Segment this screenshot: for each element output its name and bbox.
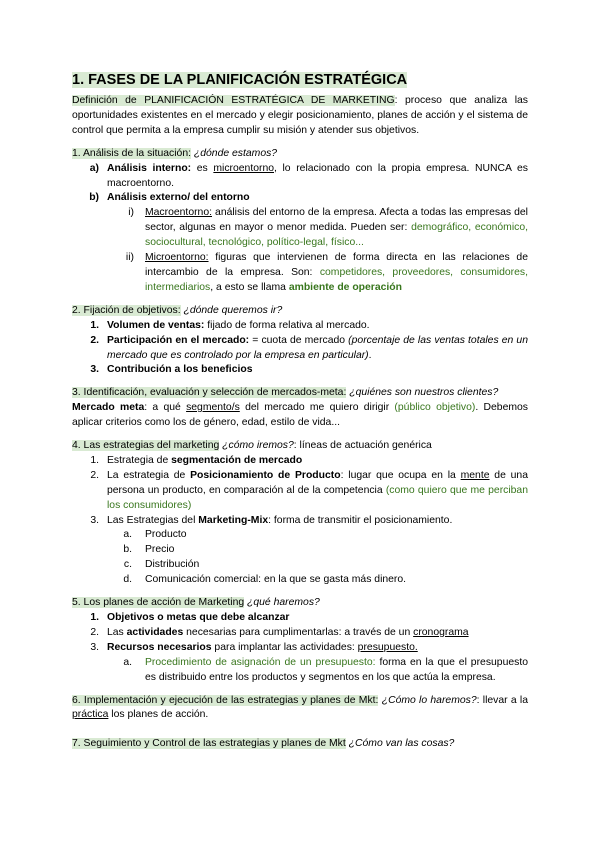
document-page <box>72 70 528 752</box>
section-2-heading: 2. Fijación de objetivos: ¿dónde queremos ir? <box>72 304 283 316</box>
list-item-4-3: 3. Las Estrategias del Marketing-Mix: forma de transmitir el posicionamiento. <box>90 514 453 526</box>
page-title: 1. FASES DE LA PLANIFICACIÓN ESTRATÉGICA <box>72 72 408 88</box>
section-7-heading: 7. Seguimiento y Control de las estrategias y planes de Mkt ¿Cómo van las cosas? <box>72 738 455 750</box>
list-item-1b-i: i) Macroentorno: análisis del entorno de la empresa. Afecta a todas las empresas del sector, algunas en mayor o menor medida. Pueden ser: demográfico, económico, sociocultural, tecnológico, político-legal, físico... <box>128 207 528 249</box>
list-item-4-3-a: a. Producto <box>123 529 187 541</box>
list-item-1a: a) Análisis interno: es microentorno, lo relacionado con la propia empresa. NUNCA es macroentorno. <box>89 162 529 189</box>
list-item-5-1: 1. Objetivos o metas que debe alcanzar <box>90 612 290 623</box>
section-6-heading: 6. Implementación y ejecución de las estrategias y planes de Mkt: ¿Cómo lo haremos?: llevar a la práctica los planes de acción. <box>72 694 528 721</box>
list-item-4-3-d: d. Comunicación comercial: en la que se gasta más dinero. <box>123 574 407 586</box>
definition-paragraph: Definición de PLANIFICACIÓN ESTRATÉGICA DE MARKETING: proceso que analiza las oportunidades existentes en el mercado y elegir posicionamiento, planes de acción y el sistema de control que permita a la empresa cumplir su misión y atender sus objetivos. <box>72 95 528 136</box>
list-item-4-1: 1. Estrategia de segmentación de mercado <box>90 454 303 466</box>
list-item-2-1: 1. Volumen de ventas: fijado de forma relativa al mercado. <box>90 319 370 331</box>
section-4-heading: 4. Las estrategias del marketing ¿cómo iremos?: líneas de actuación genérica <box>72 440 432 452</box>
section-5-heading: 5. Los planes de acción de Marketing ¿qué haremos? <box>72 597 320 609</box>
list-item-4-3-c: c. Distribución <box>123 559 200 571</box>
section-3-paragraph: Mercado meta: a qué segmento/s del mercado me quiero dirigir (público objetivo). Debemos aplicar criterios como los de género, edad, estilo de vida... <box>72 402 528 429</box>
list-item-4-3-b: b. Precio <box>123 544 175 556</box>
list-item-2-2: 2. Participación en el mercado: = cuota de mercado (porcentaje de las ventas totales en un mercado que es controlado por la empresa en particular). <box>90 334 528 361</box>
list-item-5-2: 2. Las actividades necesarias para cumplimentarlas: a través de un cronograma <box>90 626 469 638</box>
section-1-heading: 1. Análisis de la situación: ¿dónde estamos? <box>72 147 278 159</box>
list-item-1b: b) Análisis externo/ del entorno <box>89 192 250 204</box>
section-3-heading: 3. Identificación, evaluación y selección de mercados-meta: ¿quiénes son nuestros clientes? <box>72 387 499 399</box>
list-item-5-3: 3. Recursos necesarios para implantar las actividades: presupuesto. <box>90 641 418 653</box>
list-item-4-2: 2. La estrategia de Posicionamiento de Producto: lugar que ocupa en la mente de una persona un producto, en comparación al de la competencia (como quiero que me perciban los consumidores) <box>90 469 528 511</box>
list-item-5-3-a: a. Procedimiento de asignación de un presupuesto: forma en la que el presupuesto es distribuido entre los productos y segmentos en los que actúa la empresa. <box>123 656 529 683</box>
list-item-2-3: 3. Contribución a los beneficios <box>90 364 253 376</box>
list-item-1b-ii: ii) Microentorno: figuras que intervienen de forma directa en las relaciones de intercambio de la empresa. Son: competidores, proveedores, consumidores, intermediarios, a esto se llama ambiente de operación <box>125 252 528 293</box>
